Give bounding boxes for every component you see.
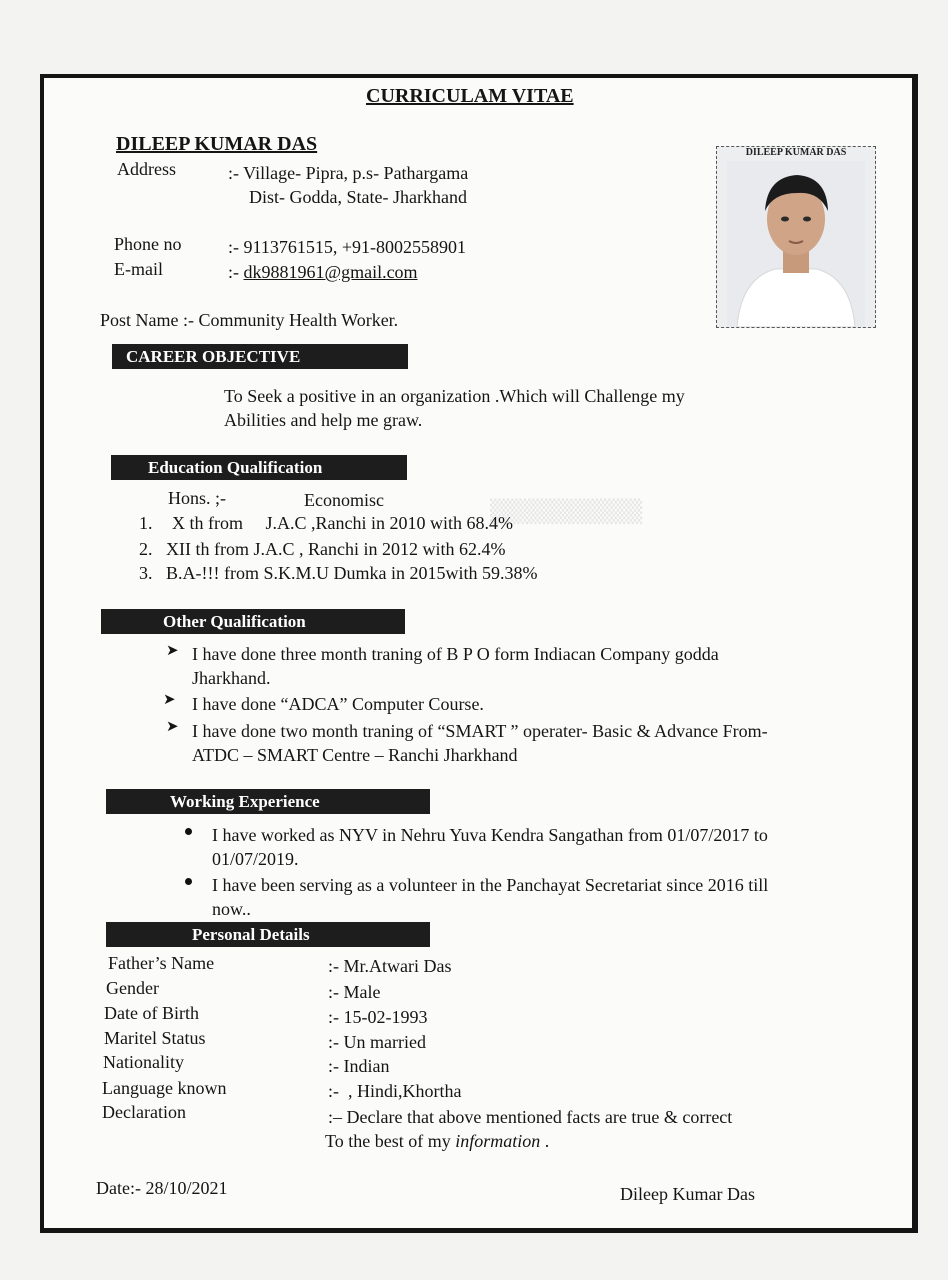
education-item-3: B.A-!!! from S.K.M.U Dumka in 2015with 59.38%	[166, 563, 538, 583]
working-experience-item-2-line-2: now..	[212, 899, 251, 919]
other-qualification-item-1-line-1: I have done three month traning of B P O form Indiacan Company godda	[192, 644, 719, 664]
arrow-bullet-icon: ➤	[166, 643, 179, 659]
working-experience-heading-text: Working Experience	[170, 792, 320, 811]
working-experience-item-1-line-1: I have worked as NYV in Nehru Yuva Kendra Sangathan from 01/07/2017 to	[212, 825, 768, 845]
hons-value: Economisc	[304, 490, 384, 510]
detail-label-language-known: Language known	[102, 1078, 227, 1098]
detail-label-date-of-birth: Date of Birth	[104, 1003, 199, 1023]
email-label: E-mail	[114, 259, 163, 279]
photo-caption: DILEEP KUMAR DAS	[745, 147, 847, 158]
detail-value-date-of-birth: :- 15-02-1993	[328, 1007, 428, 1027]
career-objective-line-2: Abilities and help me graw.	[224, 410, 423, 430]
arrow-bullet-icon: ➤	[166, 719, 179, 735]
detail-value-nationality: :- Indian	[328, 1056, 390, 1076]
working-experience-item-1-line-2: 01/07/2019.	[212, 849, 299, 869]
phone-label: Phone no	[114, 234, 182, 254]
education-item-2-num: 2.	[139, 539, 153, 559]
education-heading	[111, 455, 407, 480]
detail-label-declaration: Declaration	[102, 1102, 186, 1122]
detail-label-gender: Gender	[106, 978, 159, 998]
working-experience-heading	[106, 789, 430, 814]
declaration-line-2	[325, 1129, 549, 1153]
hons-label: Hons. ;-	[168, 488, 226, 508]
detail-value-marital-status: :- Un married	[328, 1032, 426, 1052]
other-qualification-heading	[101, 609, 405, 634]
detail-value-gender: :- Male	[328, 982, 381, 1002]
faded-background-watermark: ▒▒▒▒▒▒▒▒▒	[490, 500, 643, 525]
education-item-1-num: 1.	[139, 513, 153, 533]
declaration-line-2-suffix: .	[540, 1131, 550, 1151]
address-line-1: :- Village- Pipra, p.s- Pathargama	[228, 163, 469, 183]
declaration-line-2-italic: information	[455, 1131, 541, 1151]
other-qualification-item-2: I have done “ADCA” Computer Course.	[192, 694, 484, 714]
other-qualification-item-1-line-2: Jharkhand.	[192, 668, 271, 688]
declaration-line-2-prefix: To the best of my	[325, 1131, 456, 1151]
post-name: Post Name :- Community Health Worker.	[100, 310, 399, 330]
email-link[interactable]: dk9881961@gmail.com	[243, 262, 418, 282]
other-qualification-heading-text: Other Qualification	[163, 612, 306, 631]
email-field	[228, 260, 418, 284]
person-silhouette-icon	[727, 161, 865, 327]
detail-label-nationality: Nationality	[103, 1052, 184, 1072]
detail-value-fathers-name: :- Mr.Atwari Das	[328, 956, 452, 976]
address-label: Address	[117, 159, 176, 179]
profile-photo	[716, 146, 876, 328]
candidate-name: DILEEP KUMAR DAS	[116, 133, 318, 155]
date-line: Date:- 28/10/2021	[96, 1178, 228, 1198]
detail-value-declaration: :– Declare that above mentioned facts are true & correct	[328, 1107, 733, 1127]
education-item-2: XII th from J.A.C , Ranchi in 2012 with 62.4%	[166, 539, 506, 559]
personal-details-heading	[106, 922, 430, 947]
detail-label-fathers-name: Father’s Name	[108, 953, 215, 973]
phone-value: :- 9113761515, +91-8002558901	[228, 237, 466, 257]
education-heading-text: Education Qualification	[148, 458, 323, 477]
other-qualification-item-3-line-1: I have done two month traning of “SMART ” operater- Basic & Advance From-	[192, 721, 768, 741]
email-prefix: :-	[228, 262, 244, 282]
career-objective-heading	[112, 344, 408, 369]
document-title: CURRICULAM VITAE	[366, 85, 574, 107]
bullet-dot-icon	[185, 878, 192, 885]
education-item-1: X th from J.A.C ,Ranchi in 2010 with 68.4%	[172, 513, 513, 533]
detail-label-marital-status: Maritel Status	[104, 1028, 206, 1048]
arrow-bullet-icon: ➤	[163, 692, 176, 708]
other-qualification-item-3-line-2: ATDC – SMART Centre – Ranchi Jharkhand	[192, 745, 518, 765]
bullet-dot-icon	[185, 828, 192, 835]
signature-name: Dileep Kumar Das	[620, 1184, 755, 1204]
career-objective-line-1: To Seek a positive in an organization .Which will Challenge my	[224, 386, 685, 406]
personal-details-heading-text: Personal Details	[192, 925, 310, 944]
career-objective-heading-text: CAREER OBJECTIVE	[126, 347, 301, 366]
education-item-3-num: 3.	[139, 563, 153, 583]
detail-value-language-known: :- , Hindi,Khortha	[328, 1081, 462, 1101]
address-line-2: Dist- Godda, State- Jharkhand	[249, 187, 467, 207]
working-experience-item-2-line-1: I have been serving as a volunteer in the Panchayat Secretariat since 2016 till	[212, 875, 769, 895]
